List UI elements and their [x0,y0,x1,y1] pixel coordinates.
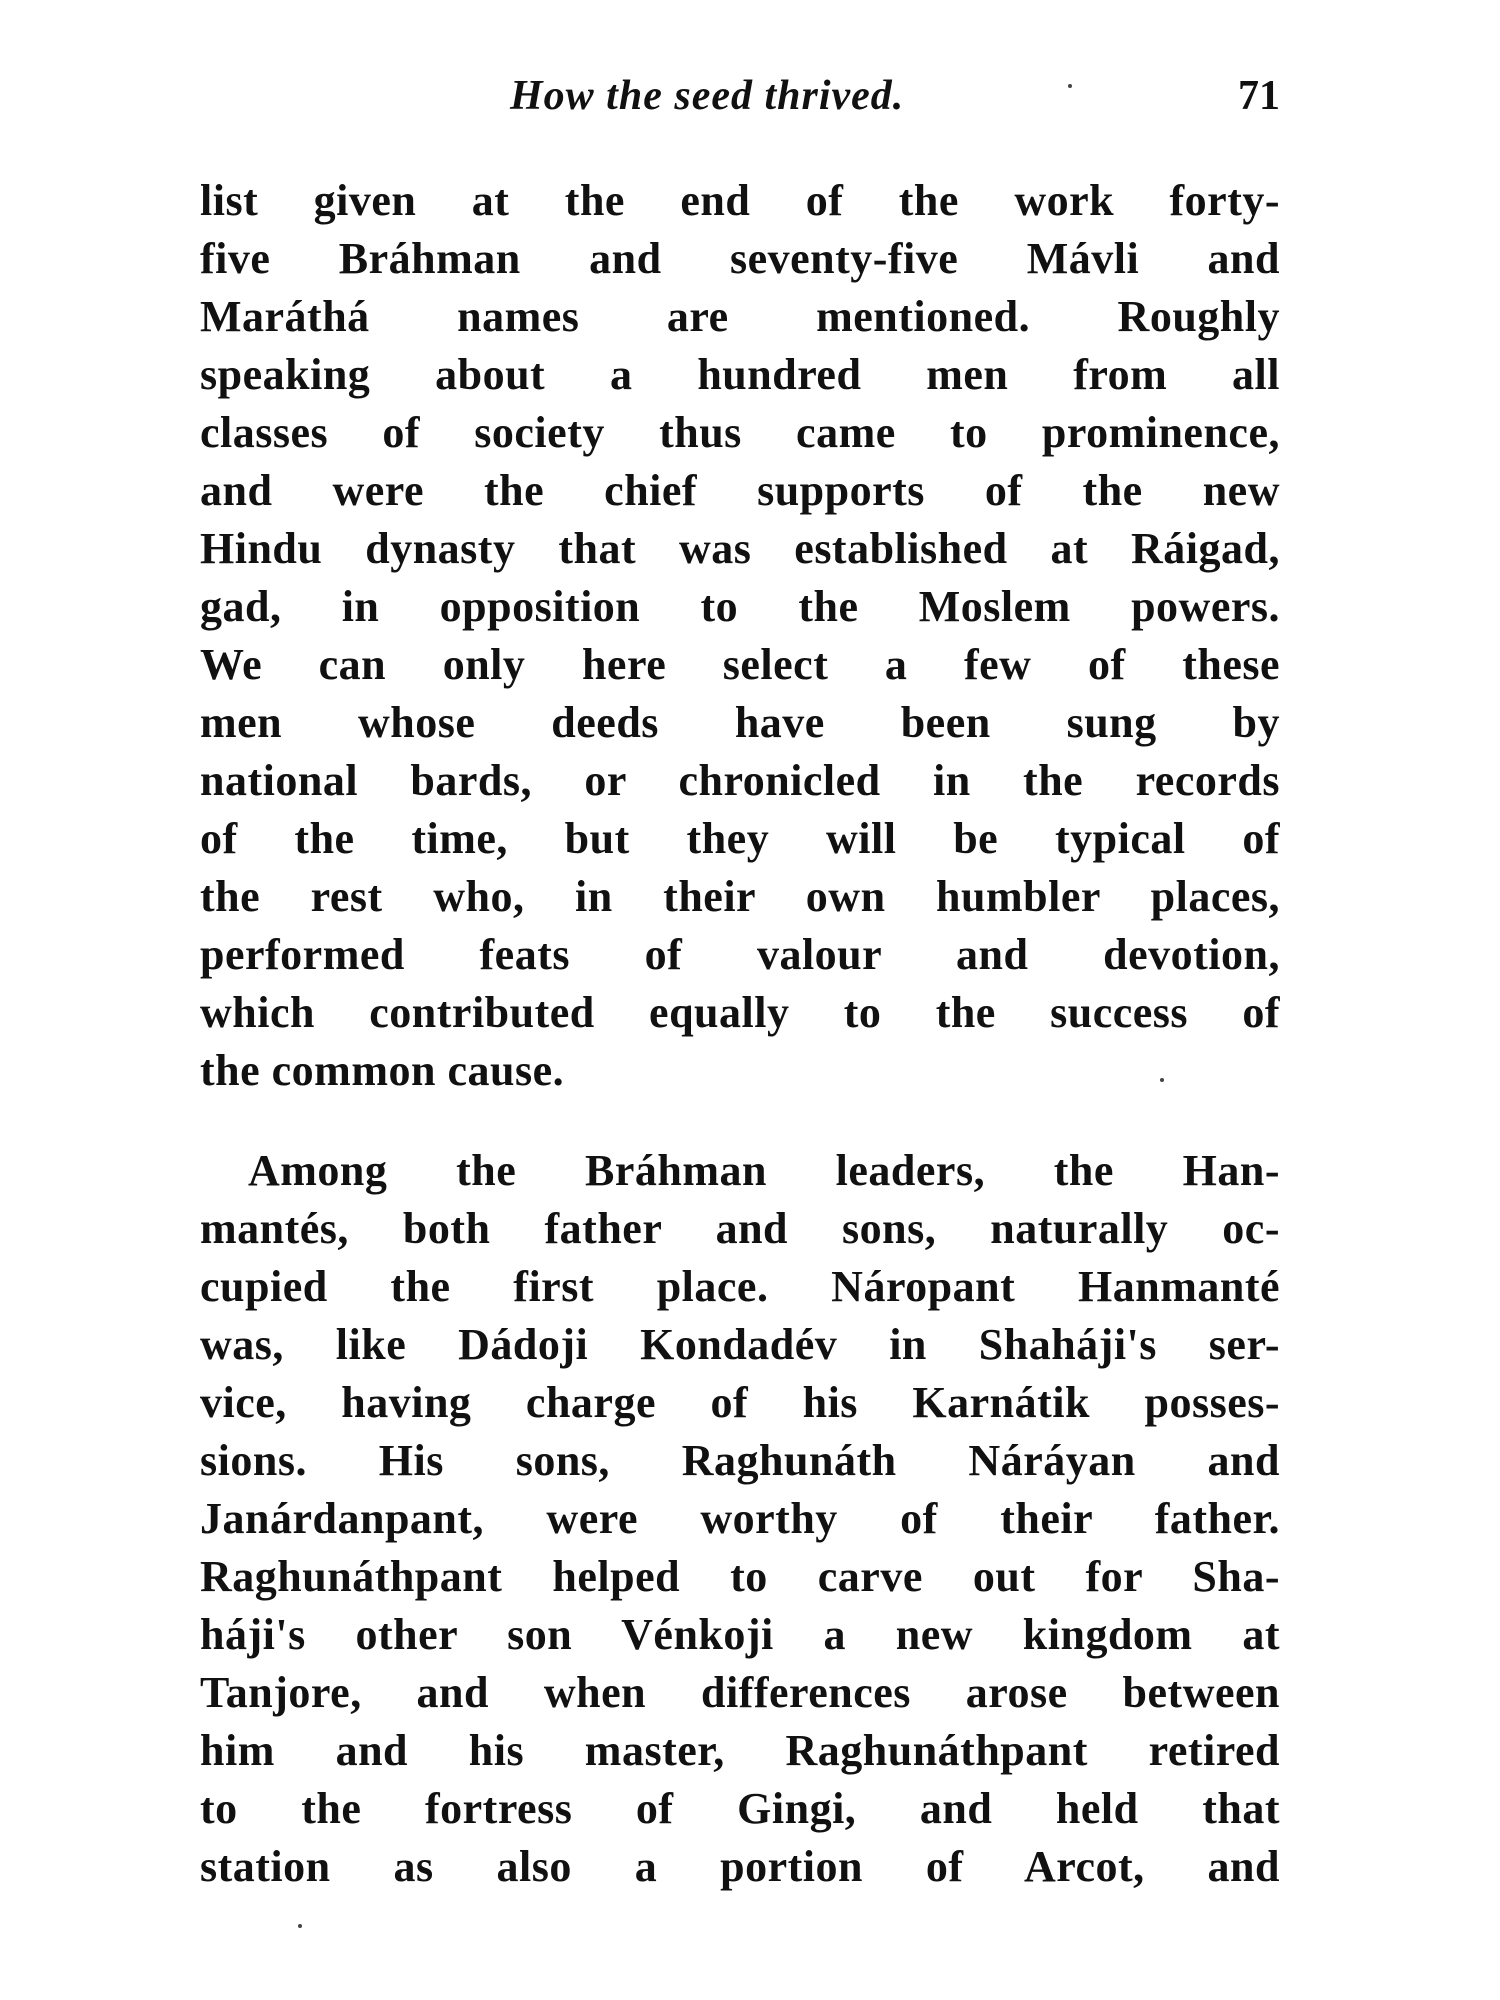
text-line: was, like Dádoji Kondadév in Shaháji's ser- [200,1320,1280,1369]
text-line: which contributed equally to the success of [200,988,1280,1037]
text-line: gad, in opposition to the Moslem powers. [200,582,1280,631]
text-line: vice, having charge of his Karnátik posses- [200,1378,1280,1427]
text-line: Tanjore, and when differences arose between [200,1668,1280,1717]
page-number: 71 [1238,73,1280,119]
text-line: the rest who, in their own humbler places, [200,872,1280,921]
text-line: to the fortress of Gingi, and held that [200,1784,1280,1833]
print-speck [1160,1078,1164,1082]
text-line: him and his master, Raghunáthpant retired [200,1726,1280,1775]
text-line: Maráthá names are mentioned. Roughly [200,292,1280,341]
text-line: Hindu dynasty that was established at Ráigad, [200,524,1280,573]
text-line: men whose deeds have been sung by [200,698,1280,747]
text-line: Janárdanpant, were worthy of their father. [200,1494,1280,1543]
running-title: How the seed thrived. [510,73,905,119]
print-speck [298,1924,302,1928]
text-line: station as also a portion of Arcot, and [200,1842,1280,1891]
running-head [200,72,1280,132]
text-line: cupied the first place. Náropant Hanmanté [200,1262,1280,1311]
text-line: and were the chief supports of the new [200,466,1280,515]
text-line: Raghunáthpant helped to carve out for Sha- [200,1552,1280,1601]
text-line: We can only here select a few of these [200,640,1280,689]
text-line: list given at the end of the work forty- [200,176,1280,225]
text-line: mantés, both father and sons, naturally oc- [200,1204,1280,1253]
text-line: háji's other son Vénkoji a new kingdom at [200,1610,1280,1659]
print-speck [1068,84,1072,88]
text-line: speaking about a hundred men from all [200,350,1280,399]
paragraph-2 [200,1142,1280,1896]
text-line: Among the Bráhman leaders, the Han- [248,1146,1280,1195]
text-line: performed feats of valour and devotion, [200,930,1280,979]
text-line: of the time, but they will be typical of [200,814,1280,863]
paragraph-1 [200,172,1280,1100]
text-line: sions. His sons, Raghunáth Náráyan and [200,1436,1280,1485]
text-line: national bards, or chronicled in the records [200,756,1280,805]
text-line: classes of society thus came to prominence, [200,408,1280,457]
text-line: five Bráhman and seventy-five Mávli and [200,234,1280,283]
text-line: the common cause. [200,1046,565,1095]
